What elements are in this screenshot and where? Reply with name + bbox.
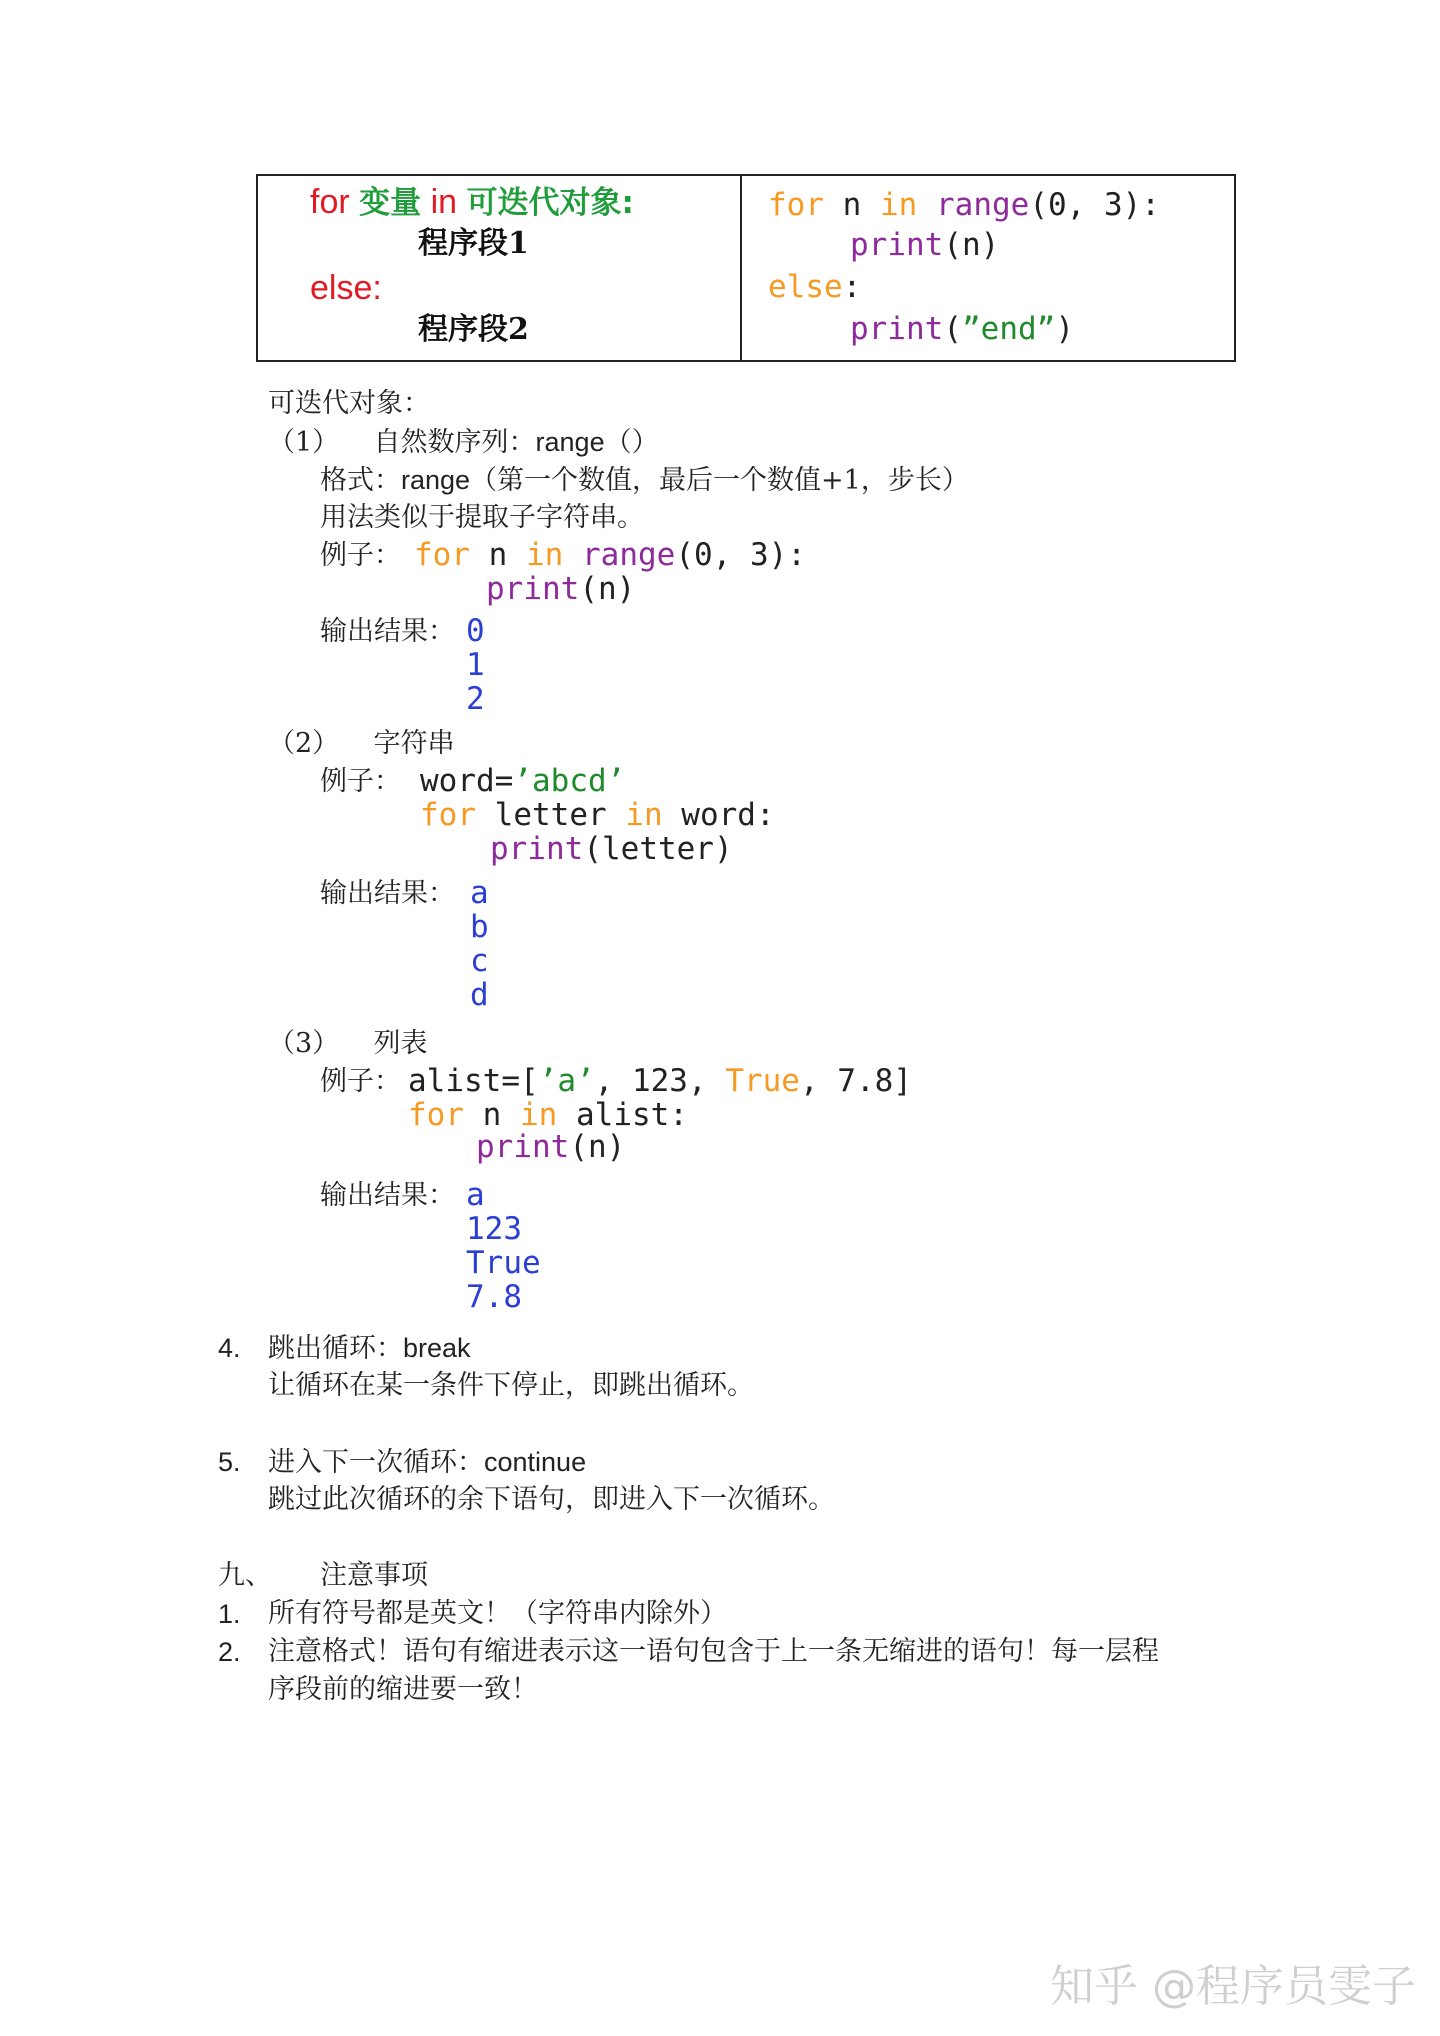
zhihu-watermark: 知乎 @程序员雯子 — [1050, 1961, 1416, 2012]
syntax-block1: 程序段1 — [418, 226, 529, 261]
item5-number: 5. — [218, 1447, 241, 1477]
note2-line1: 注意格式！语句有缩进表示这一语句包含于上一条无缩进的语句！每一层程 — [268, 1636, 1159, 1667]
s1-output-1: 1 — [466, 647, 485, 683]
s3-code-line1: alist=[’a’, 123, True, 7.8] — [408, 1063, 912, 1099]
note2-number: 2. — [218, 1637, 241, 1667]
table-divider — [740, 176, 742, 360]
s3-output-123: 123 — [466, 1211, 522, 1247]
item4-title: 跳出循环：break — [268, 1333, 471, 1364]
s3-output-a: a — [466, 1177, 485, 1213]
item5-desc: 跳过此次循环的余下语句，即进入下一次循环。 — [268, 1484, 835, 1515]
s2-code-line1: word=’abcd’ — [420, 763, 626, 799]
s3-heading: （3） 列表 — [268, 1028, 428, 1059]
syntax-line-for: for 变量 in 可迭代对象: — [310, 183, 634, 221]
s2-output-b: b — [470, 909, 489, 945]
s3-output-label: 输出结果： — [320, 1180, 455, 1211]
s2-heading: （2） 字符串 — [268, 728, 455, 759]
example-code-line4: print(”end”) — [850, 311, 1074, 347]
note1-number: 1. — [218, 1599, 241, 1629]
s2-output-a: a — [470, 875, 489, 911]
s2-output-label: 输出结果： — [320, 878, 455, 909]
note2-line2: 序段前的缩进要一致！ — [268, 1674, 538, 1705]
item5-title: 进入下一次循环：continue — [268, 1447, 587, 1478]
syntax-table — [256, 174, 1236, 362]
iterables-heading: 可迭代对象： — [268, 388, 430, 419]
s1-example-label: 例子： — [320, 540, 401, 571]
section9-title: 注意事项 — [320, 1560, 428, 1591]
s1-usage: 用法类似于提取子字符串。 — [320, 502, 644, 533]
s1-format: 格式：range（第一个数值，最后一个数值+1，步长） — [320, 465, 969, 496]
section9-number: 九、 — [218, 1560, 272, 1591]
item4-desc: 让循环在某一条件下停止，即跳出循环。 — [268, 1370, 754, 1401]
s3-output-true: True — [466, 1245, 541, 1281]
s2-code-line3: print(letter) — [490, 831, 733, 867]
s1-output-2: 2 — [466, 681, 485, 717]
example-code-line2: print(n) — [850, 227, 1000, 263]
s1-code-line1: for n in range(0, 3): — [414, 537, 806, 573]
item4-number: 4. — [218, 1333, 241, 1363]
s2-output-d: d — [470, 977, 489, 1013]
s3-example-label: 例子： — [320, 1066, 401, 1097]
s1-heading: （1） 自然数序列：range（） — [268, 427, 659, 458]
example-code-line3: else: — [768, 269, 862, 305]
s3-code-line2: for n in alist: — [408, 1097, 688, 1133]
syntax-block2: 程序段2 — [418, 312, 529, 347]
s1-output-label: 输出结果： — [320, 616, 455, 647]
s3-output-7-8: 7.8 — [466, 1279, 522, 1315]
example-code-line1: for n in range(0, 3): — [768, 187, 1160, 223]
syntax-line-else: else: — [310, 269, 382, 307]
s1-output-0: 0 — [466, 613, 485, 649]
s3-code-line3: print(n) — [476, 1129, 626, 1165]
s2-code-line2: for letter in word: — [420, 797, 775, 833]
s1-code-line2: print(n) — [486, 571, 636, 607]
s2-output-c: c — [470, 943, 489, 979]
s2-example-label: 例子： — [320, 766, 401, 797]
note1-text: 所有符号都是英文！（字符串内除外） — [268, 1598, 727, 1629]
